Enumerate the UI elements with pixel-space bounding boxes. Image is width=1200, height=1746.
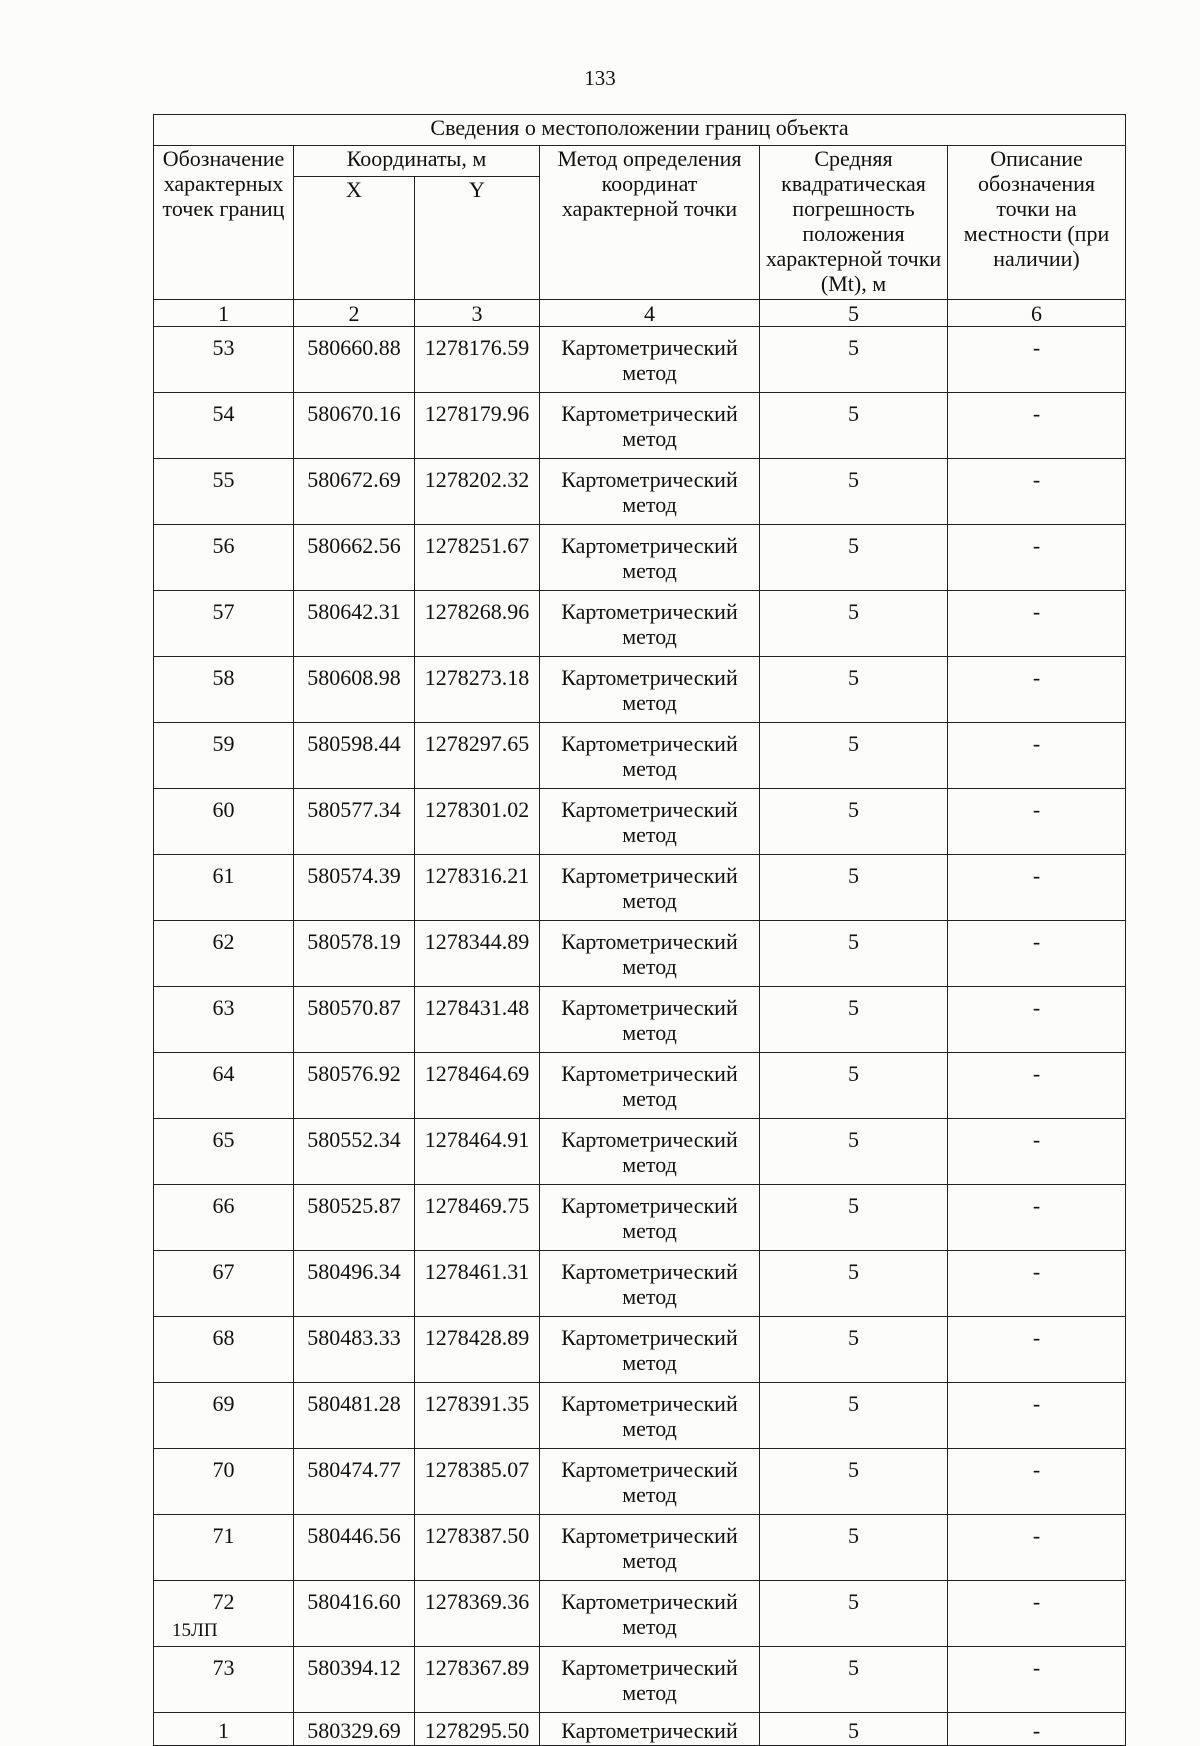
coord-y: 1278464.69 [415, 1053, 540, 1119]
table-row [154, 921, 1126, 987]
coord-x: 580672.69 [294, 459, 415, 525]
column-number: 3 [415, 300, 540, 327]
description: - [948, 327, 1126, 393]
error-value: 5 [760, 1119, 948, 1185]
coord-x: 580576.92 [294, 1053, 415, 1119]
coord-y: 1278428.89 [415, 1317, 540, 1383]
coord-x: 580474.77 [294, 1449, 415, 1515]
table-row [154, 1185, 1126, 1251]
coord-y: 1278367.89 [415, 1647, 540, 1713]
point-id: 1 [154, 1713, 294, 1746]
method: Картометрический метод [540, 591, 760, 657]
coord-y: 1278387.50 [415, 1515, 540, 1581]
method: Картометрический метод [540, 987, 760, 1053]
column-number: 4 [540, 300, 760, 327]
coord-y: 1278369.36 [415, 1581, 540, 1647]
description: - [948, 789, 1126, 855]
header-point-designation: Обозначение характерных точек границ [154, 146, 294, 300]
coord-y: 1278385.07 [415, 1449, 540, 1515]
point-id: 73 [154, 1647, 294, 1713]
coord-y: 1278202.32 [415, 459, 540, 525]
error-value: 5 [760, 789, 948, 855]
error-value: 5 [760, 525, 948, 591]
coord-x: 580660.88 [294, 327, 415, 393]
point-id: 69 [154, 1383, 294, 1449]
method: Картометрический метод [540, 1647, 760, 1713]
coord-x: 580642.31 [294, 591, 415, 657]
coord-x: 580608.98 [294, 657, 415, 723]
point-id: 64 [154, 1053, 294, 1119]
point-id: 71 [154, 1515, 294, 1581]
coord-x: 580578.19 [294, 921, 415, 987]
coord-y: 1278297.65 [415, 723, 540, 789]
coord-y: 1278295.50 [415, 1713, 540, 1746]
method: Картометрический метод [540, 1581, 760, 1647]
column-number: 2 [294, 300, 415, 327]
method: Картометрический метод [540, 657, 760, 723]
description: - [948, 1119, 1126, 1185]
method: Картометрический метод [540, 921, 760, 987]
description: - [948, 1713, 1126, 1746]
table-title: Сведения о местоположении границ объекта [154, 115, 1126, 146]
point-id: 62 [154, 921, 294, 987]
error-value: 5 [760, 855, 948, 921]
description: - [948, 1317, 1126, 1383]
table-row [154, 855, 1126, 921]
method: Картометрический метод [540, 1383, 760, 1449]
method: Картометрический метод [540, 1449, 760, 1515]
coord-x: 580662.56 [294, 525, 415, 591]
point-id: 54 [154, 393, 294, 459]
coord-y: 1278251.67 [415, 525, 540, 591]
coord-y: 1278469.75 [415, 1185, 540, 1251]
coord-x: 580570.87 [294, 987, 415, 1053]
point-id: 57 [154, 591, 294, 657]
coord-x: 580394.12 [294, 1647, 415, 1713]
coord-y: 1278273.18 [415, 657, 540, 723]
error-value: 5 [760, 987, 948, 1053]
method: Картометрический метод [540, 327, 760, 393]
point-id: 61 [154, 855, 294, 921]
point-id: 58 [154, 657, 294, 723]
description: - [948, 1383, 1126, 1449]
method: Картометрический метод [540, 855, 760, 921]
description: - [948, 591, 1126, 657]
method: Картометрический метод [540, 1515, 760, 1581]
table-row [154, 1317, 1126, 1383]
table-row [154, 1713, 1126, 1746]
coord-x: 580446.56 [294, 1515, 415, 1581]
header-description: Описание обозначения точки на местности (при наличии) [948, 146, 1126, 300]
error-value: 5 [760, 1581, 948, 1647]
error-value: 5 [760, 657, 948, 723]
coord-y: 1278461.31 [415, 1251, 540, 1317]
description: - [948, 1251, 1126, 1317]
coord-x: 580598.44 [294, 723, 415, 789]
error-value: 5 [760, 1515, 948, 1581]
point-id: 60 [154, 789, 294, 855]
method: Картометрический метод [540, 525, 760, 591]
point-id: 72 [154, 1581, 294, 1647]
method: Картометрический метод [540, 393, 760, 459]
coord-x: 580574.39 [294, 855, 415, 921]
coord-x: 580481.28 [294, 1383, 415, 1449]
method: Картометрический метод [540, 1053, 760, 1119]
boundary-coordinates-table [153, 114, 1126, 1746]
coord-y: 1278316.21 [415, 855, 540, 921]
method: Картометрический метод [540, 1251, 760, 1317]
point-id: 65 [154, 1119, 294, 1185]
table-row [154, 1581, 1126, 1647]
table-row [154, 1383, 1126, 1449]
header-method: Метод определения координат характерной точки [540, 146, 760, 300]
description: - [948, 921, 1126, 987]
coord-y: 1278344.89 [415, 921, 540, 987]
coord-x: 580483.33 [294, 1317, 415, 1383]
error-value: 5 [760, 1317, 948, 1383]
method: Картометрический метод [540, 1185, 760, 1251]
point-id: 56 [154, 525, 294, 591]
page-number: 133 [584, 66, 616, 90]
point-id: 59 [154, 723, 294, 789]
table-row [154, 393, 1126, 459]
description: - [948, 1581, 1126, 1647]
column-number: 6 [948, 300, 1126, 327]
column-number: 1 [154, 300, 294, 327]
column-numbers-row [154, 300, 1126, 327]
table-row [154, 1515, 1126, 1581]
error-value: 5 [760, 591, 948, 657]
error-value: 5 [760, 1185, 948, 1251]
table-row [154, 987, 1126, 1053]
method: Картометрический метод [540, 1119, 760, 1185]
column-number: 5 [760, 300, 948, 327]
coord-x: 580670.16 [294, 393, 415, 459]
table-row [154, 459, 1126, 525]
error-value: 5 [760, 327, 948, 393]
error-value: 5 [760, 723, 948, 789]
error-value: 5 [760, 459, 948, 525]
point-id: 68 [154, 1317, 294, 1383]
coord-x: 580577.34 [294, 789, 415, 855]
table-row [154, 723, 1126, 789]
error-value: 5 [760, 921, 948, 987]
header-x: X [294, 177, 415, 300]
description: - [948, 1449, 1126, 1515]
header-error: Средняя квадратическая погрешность положения характерной точки (Mt), м [760, 146, 948, 300]
header-y: Y [415, 177, 540, 300]
point-id: 63 [154, 987, 294, 1053]
table-row [154, 1053, 1126, 1119]
description: - [948, 525, 1126, 591]
coord-x: 580329.69 [294, 1713, 415, 1746]
table-row [154, 657, 1126, 723]
error-value: 5 [760, 1383, 948, 1449]
error-value: 5 [760, 1449, 948, 1515]
point-id: 67 [154, 1251, 294, 1317]
description: - [948, 459, 1126, 525]
description: - [948, 987, 1126, 1053]
description: - [948, 1185, 1126, 1251]
point-id: 55 [154, 459, 294, 525]
table-row [154, 1647, 1126, 1713]
footer-code: 15ЛП [172, 1620, 218, 1641]
description: - [948, 1515, 1126, 1581]
coord-y: 1278179.96 [415, 393, 540, 459]
error-value: 5 [760, 1251, 948, 1317]
description: - [948, 1053, 1126, 1119]
description: - [948, 723, 1126, 789]
table-row [154, 789, 1126, 855]
coord-y: 1278391.35 [415, 1383, 540, 1449]
coord-x: 580416.60 [294, 1581, 415, 1647]
description: - [948, 393, 1126, 459]
description: - [948, 657, 1126, 723]
coord-y: 1278268.96 [415, 591, 540, 657]
table-row [154, 327, 1126, 393]
table-row [154, 591, 1126, 657]
error-value: 5 [760, 1647, 948, 1713]
table-row [154, 1449, 1126, 1515]
coord-x: 580525.87 [294, 1185, 415, 1251]
table-row [154, 525, 1126, 591]
header-coordinates: Координаты, м [294, 146, 540, 177]
coord-x: 580552.34 [294, 1119, 415, 1185]
method: Картометрический метод [540, 1317, 760, 1383]
coord-y: 1278176.59 [415, 327, 540, 393]
point-id: 66 [154, 1185, 294, 1251]
point-id: 53 [154, 327, 294, 393]
error-value: 5 [760, 1053, 948, 1119]
method: Картометрический метод [540, 723, 760, 789]
table-row [154, 1251, 1126, 1317]
coord-y: 1278301.02 [415, 789, 540, 855]
description: - [948, 1647, 1126, 1713]
method: Картометрический метод [540, 789, 760, 855]
method: Картометрический метод [540, 459, 760, 525]
method: Картометрический [540, 1713, 760, 1746]
description: - [948, 855, 1126, 921]
error-value: 5 [760, 393, 948, 459]
error-value: 5 [760, 1713, 948, 1746]
coord-x: 580496.34 [294, 1251, 415, 1317]
point-id: 70 [154, 1449, 294, 1515]
coord-y: 1278464.91 [415, 1119, 540, 1185]
coord-y: 1278431.48 [415, 987, 540, 1053]
table-row [154, 1119, 1126, 1185]
